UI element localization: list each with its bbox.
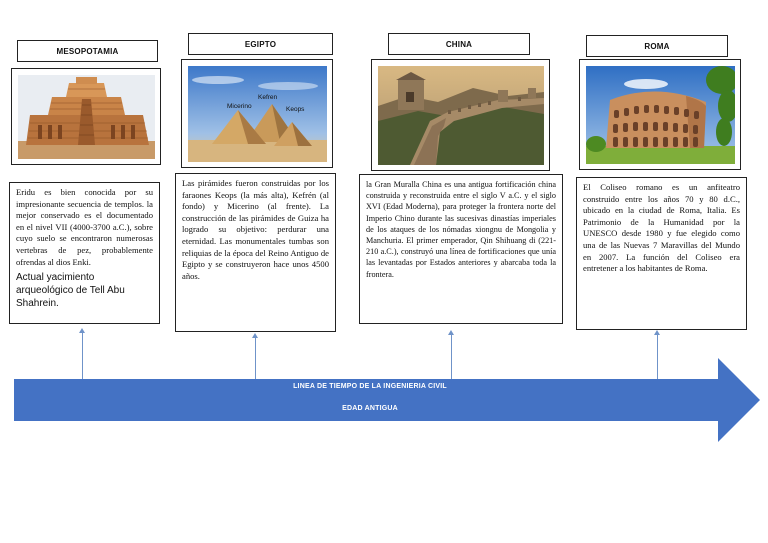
mesopotamia-location-note: Actual yacimiento arqueológico de Tell Abu Shahrein. — [16, 272, 125, 310]
kefren-label: Kefren — [258, 94, 278, 101]
keops-label: Keops — [286, 106, 305, 113]
timeline-subtitle: EDAD ANTIGUA — [342, 405, 398, 412]
mesopotamia-title: MESOPOTAMIA — [17, 40, 158, 62]
egipto-title: EGIPTO — [188, 33, 333, 55]
mesopotamia-description: Eridu es bien conocida por su impresionante secuencia de templos. la mejor conservado es el documentado en el nivel VII (4000-3700 a.C.), sobre cuyo suelo se encontraron numerosas vertebras de pez, probablemente ofrendas al dios Enki. Actual yacimiento arqueológico de Tell Abu Shahrein. — [9, 182, 160, 324]
china-description: la Gran Muralla China es una antigua fortificación china construida y reconstruida entre el siglo V a.C. y el siglo XVI (Edad Moderna), para proteger la frontera norte del Imperio Chino durante las sucesivas dinastías imperiales de los ataques de los nómadas xiongnu de Mongolia y Manchuria. El primer emperador, Qin Shihuang di (221-210 a.C.), construyó una línea de fortificaciones que unía las levantadas por Estados anteriores y abarcaba toda la frontera. — [359, 174, 563, 324]
roma-title: ROMA — [586, 35, 728, 57]
micerino-label: Micerino — [227, 103, 252, 110]
roma-description: El Coliseo romano es un anfiteatro construido entre los años 70 y 80 d.C., ubicado en la ciudad de Roma, Italia. Es Patrimonio de la Humanidad por la UNESCO desde 1980 y fue elegido como una de las Nuevas 7 Maravillas del Mundo en 2007. La función del Coliseo era entretener a los habitantes de Roma. — [576, 177, 747, 330]
timeline-title: LINEA DE TIEMPO DE LA INGENIERIA CIVIL — [293, 383, 447, 390]
egipto-description: Las pirámides fueron construidas por los faraones Keops (la más alta), Kefrén (al fondo) y Micerino (al frente). La construcción de las pirámides de Guiza ha logrado su objetivo: perdurar una eternidad. Las monumentales tumbas son reliquias de la época del Reino Antiguo de Egipto y se construyeron hace unos 4500 años. — [175, 173, 336, 332]
china-title: CHINA — [388, 33, 530, 55]
timeline-arrow-shape — [14, 358, 760, 442]
